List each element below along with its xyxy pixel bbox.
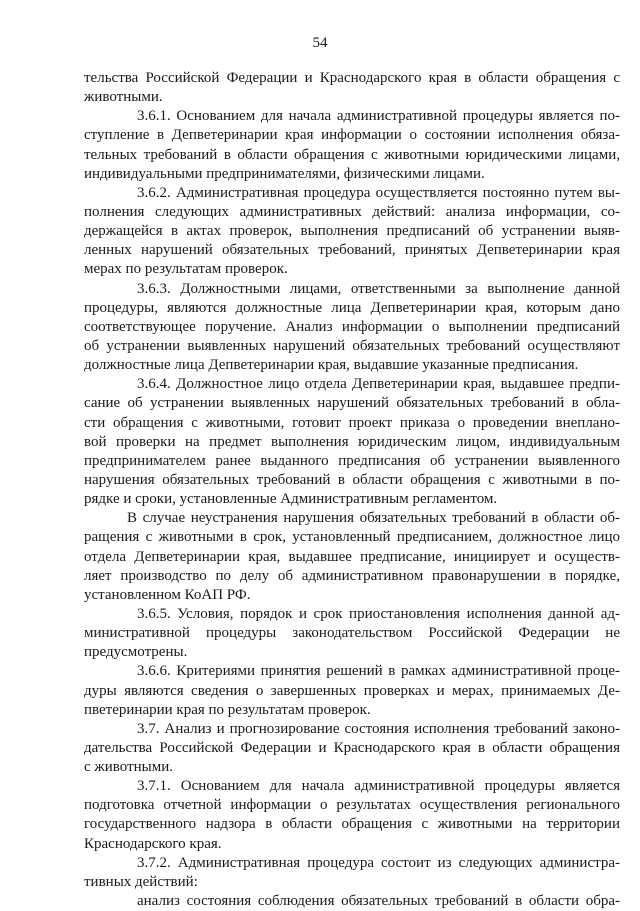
text-line: тельства Российской Федерации и Краснодарского края в области обращения с [84, 70, 620, 86]
text-line: процедуры, являются должностные лица Депветеринарии края, которым дано [84, 299, 620, 316]
page-number: 54 [312, 35, 328, 51]
text-line: держащейся в актах проверок, выполнения предписаний об устранении выяв- [84, 223, 620, 240]
text-line: должностные лица Депветеринарии края, выдавшие указанные предписания. [84, 357, 579, 374]
text-line: 3.6.5. Условия, порядок и срок приостановления исполнения данной ад- [137, 605, 620, 622]
text-line: дательства Российской Федерации и Краснодарского края в области обращения [84, 739, 620, 756]
text-line: вой проверки на предмет выполнения юридическим лицом, индивидуальным [84, 433, 620, 450]
text-line: с животными. [84, 759, 174, 776]
text-line: 3.6.6. Критериями принятия решений в рамках административной проце- [137, 663, 620, 680]
text-line: подготовка отчетной информации о результатах осуществления регионального [84, 797, 620, 814]
text-line: отдела Депветеринарии края, выдавшее предписание, инициирует и осуществ- [84, 548, 620, 565]
text-line: министративной процедуры законодательством Российской Федерации не [84, 625, 620, 642]
text-line: государственного надзора в области обращения с животными на территории [84, 816, 620, 833]
text-line: соответствующее поручение. Анализ информации о выполнении предписаний [84, 318, 620, 335]
text-line: Краснодарского края. [84, 835, 222, 852]
text-line: мерах по результатам проверок. [84, 261, 288, 278]
text-line: ращения с животными в срок, установленный предписанием, должностное лицо [84, 529, 620, 546]
text-line: В случае неустранения нарушения обязательных требований в области об- [127, 510, 620, 527]
text-line: ленных нарушений обязательных требований, принятых Депветеринарии края [84, 242, 620, 259]
body-text [84, 69, 620, 911]
text-line: предпринимателем ранее выданного предписания об устранении выявленного [84, 452, 620, 469]
text-line: 3.6.2. Административная процедура осуществляется постоянно путем вы- [137, 184, 620, 201]
text-line: пветеринарии края по результатам проверок. [84, 701, 371, 718]
text-line: сти обращения с животными, готовит проект приказа о проведении внеплано- [84, 414, 620, 431]
text-line: предусмотрены. [84, 644, 188, 661]
text-line: нарушения обязательных требований в области обращения с животными в по- [84, 471, 620, 488]
text-line: установленном КоАП РФ. [84, 586, 251, 603]
text-line: 3.6.4. Должностное лицо отдела Депветеринарии края, выдавшее предпи- [137, 376, 620, 393]
text-line: животными. [84, 89, 163, 106]
text-line: индивидуальными предпринимателями, физическими лицами. [84, 165, 485, 182]
text-line: ступление в Депветеринарии края информации о состоянии исполнения обяза- [84, 127, 620, 144]
text-line: анализ состояния соблюдения обязательных требований в области обра- [137, 893, 620, 910]
text-line: 3.7.1. Основанием для начала административной процедуры является [137, 778, 620, 795]
text-line: тивных действий: [84, 873, 198, 890]
text-line: 3.6.3. Должностными лицами, ответственными за выполнение данной [137, 280, 620, 297]
text-line: тельных требований в области обращения с животными юридическими лицами, [84, 146, 620, 163]
text-line: дуры являются сведения о завершенных проверках и мерах, принимаемых Де- [84, 682, 620, 699]
text-line: 3.7.2. Административная процедура состоит из следующих администра- [137, 854, 620, 871]
text-line: полнения следующих административных действий: анализа информации, со- [84, 203, 620, 220]
text-line: об устранении выявленных нарушений обязательных требований осуществляют [84, 337, 620, 354]
text-line: 3.7. Анализ и прогнозирование состояния исполнения требований законо- [137, 720, 620, 737]
text-line: 3.6.1. Основанием для начала административной процедуры является по- [137, 108, 620, 125]
text-line: ляет производство по делу об административном правонарушении в порядке, [84, 567, 620, 584]
text-line: сание об устранении выявленных нарушений обязательных требований в обла- [84, 395, 620, 412]
text-line: рядке и сроки, установленные Административным регламентом. [84, 491, 498, 508]
